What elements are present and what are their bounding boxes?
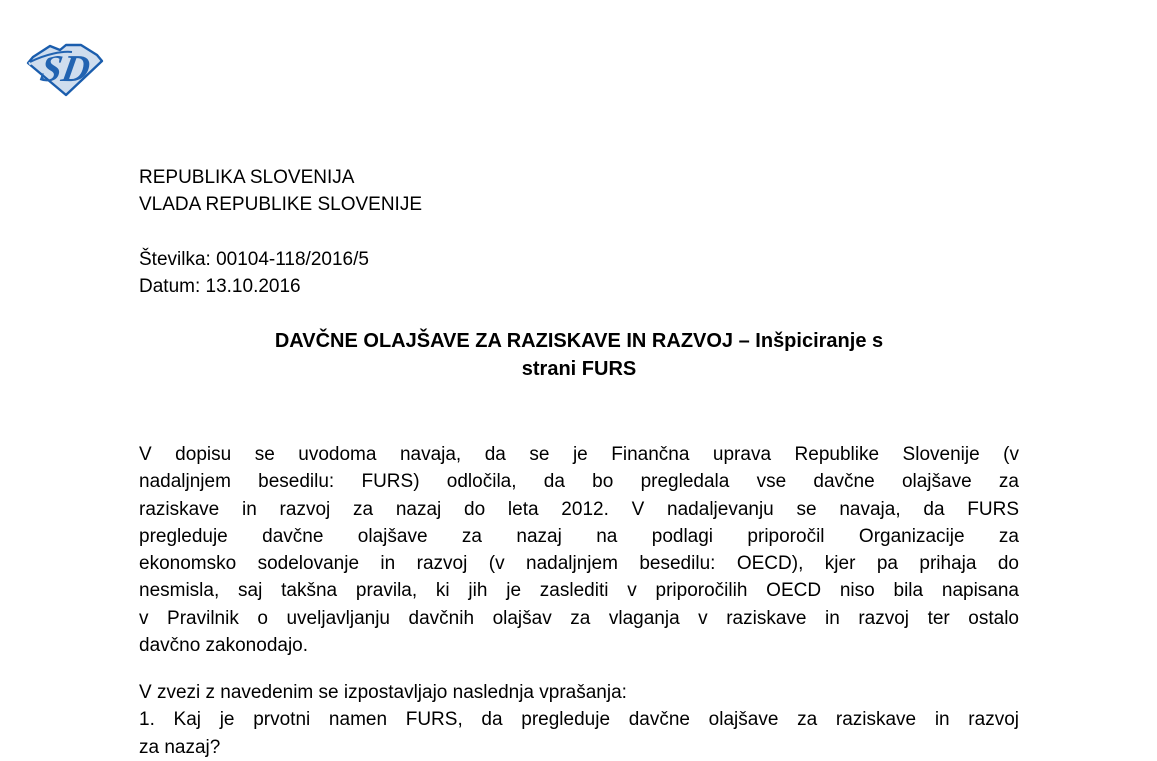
doc-title-line1: DAVČNE OLAJŠAVE ZA RAZISKAVE IN RAZVOJ – Inšpiciranje s [274,330,884,352]
doc-meta [139,246,1019,300]
doc-title-line2: strani FURS [521,358,637,380]
main-paragraph [139,441,1019,659]
doc-date-line: Datum: 13.10.2016 [139,276,301,297]
paragraph-line: ekonomsko sodelovanje in razvoj (v nadaljnjem besedilu: OECD), kjer pa prihaja do [139,553,1019,575]
org-line-vlada: VLADA REPUBLIKE SLOVENIJE [139,194,423,215]
question-1-line2: za nazaj? [139,736,221,758]
paragraph-line: V dopisu se uvodoma navaja, da se je Finančna uprava Republike Slovenije (v [139,444,1019,465]
paragraph-line: nesmisla, saj takšna pravila, ki jih je zaslediti v priporočilih OECD niso bila napisana [139,580,1019,602]
paragraph-line: nadaljnjem besedilu: FURS) odločila, da bo pregledala vse davčne olajšave za [139,471,1019,493]
org-header [139,164,1019,218]
doc-number-line: Številka: 00104-118/2016/5 [139,249,369,270]
sd-diamond-logo-icon [26,41,104,97]
paragraph-line: raziskave in razvoj za nazaj do leta 2012. V nadaljevanju se navaja, da FURS [139,498,1019,520]
questions-intro: V zvezi z navedenim se izpostavljajo naslednja vprašanja: [139,682,627,703]
question-1-line1: 1. Kaj je prvotni namen FURS, da pregleduje davčne olajšave za raziskave in razvoj [139,709,1019,731]
doc-title [139,327,1019,383]
org-line-republika: REPUBLIKA SLOVENIJA [139,167,355,188]
logo-letters: SD [37,48,94,90]
paragraph-line: v Pravilnik o uveljavljanju davčnih olajšav za vlaganja v raziskave in razvoj ter ostalo [139,607,1019,629]
paragraph-line: pregleduje davčne olajšave za nazaj na podlagi priporočil Organizacije za [139,525,1019,547]
paragraph-line: davčno zakonodajo. [139,635,309,657]
questions-section [139,679,1019,761]
